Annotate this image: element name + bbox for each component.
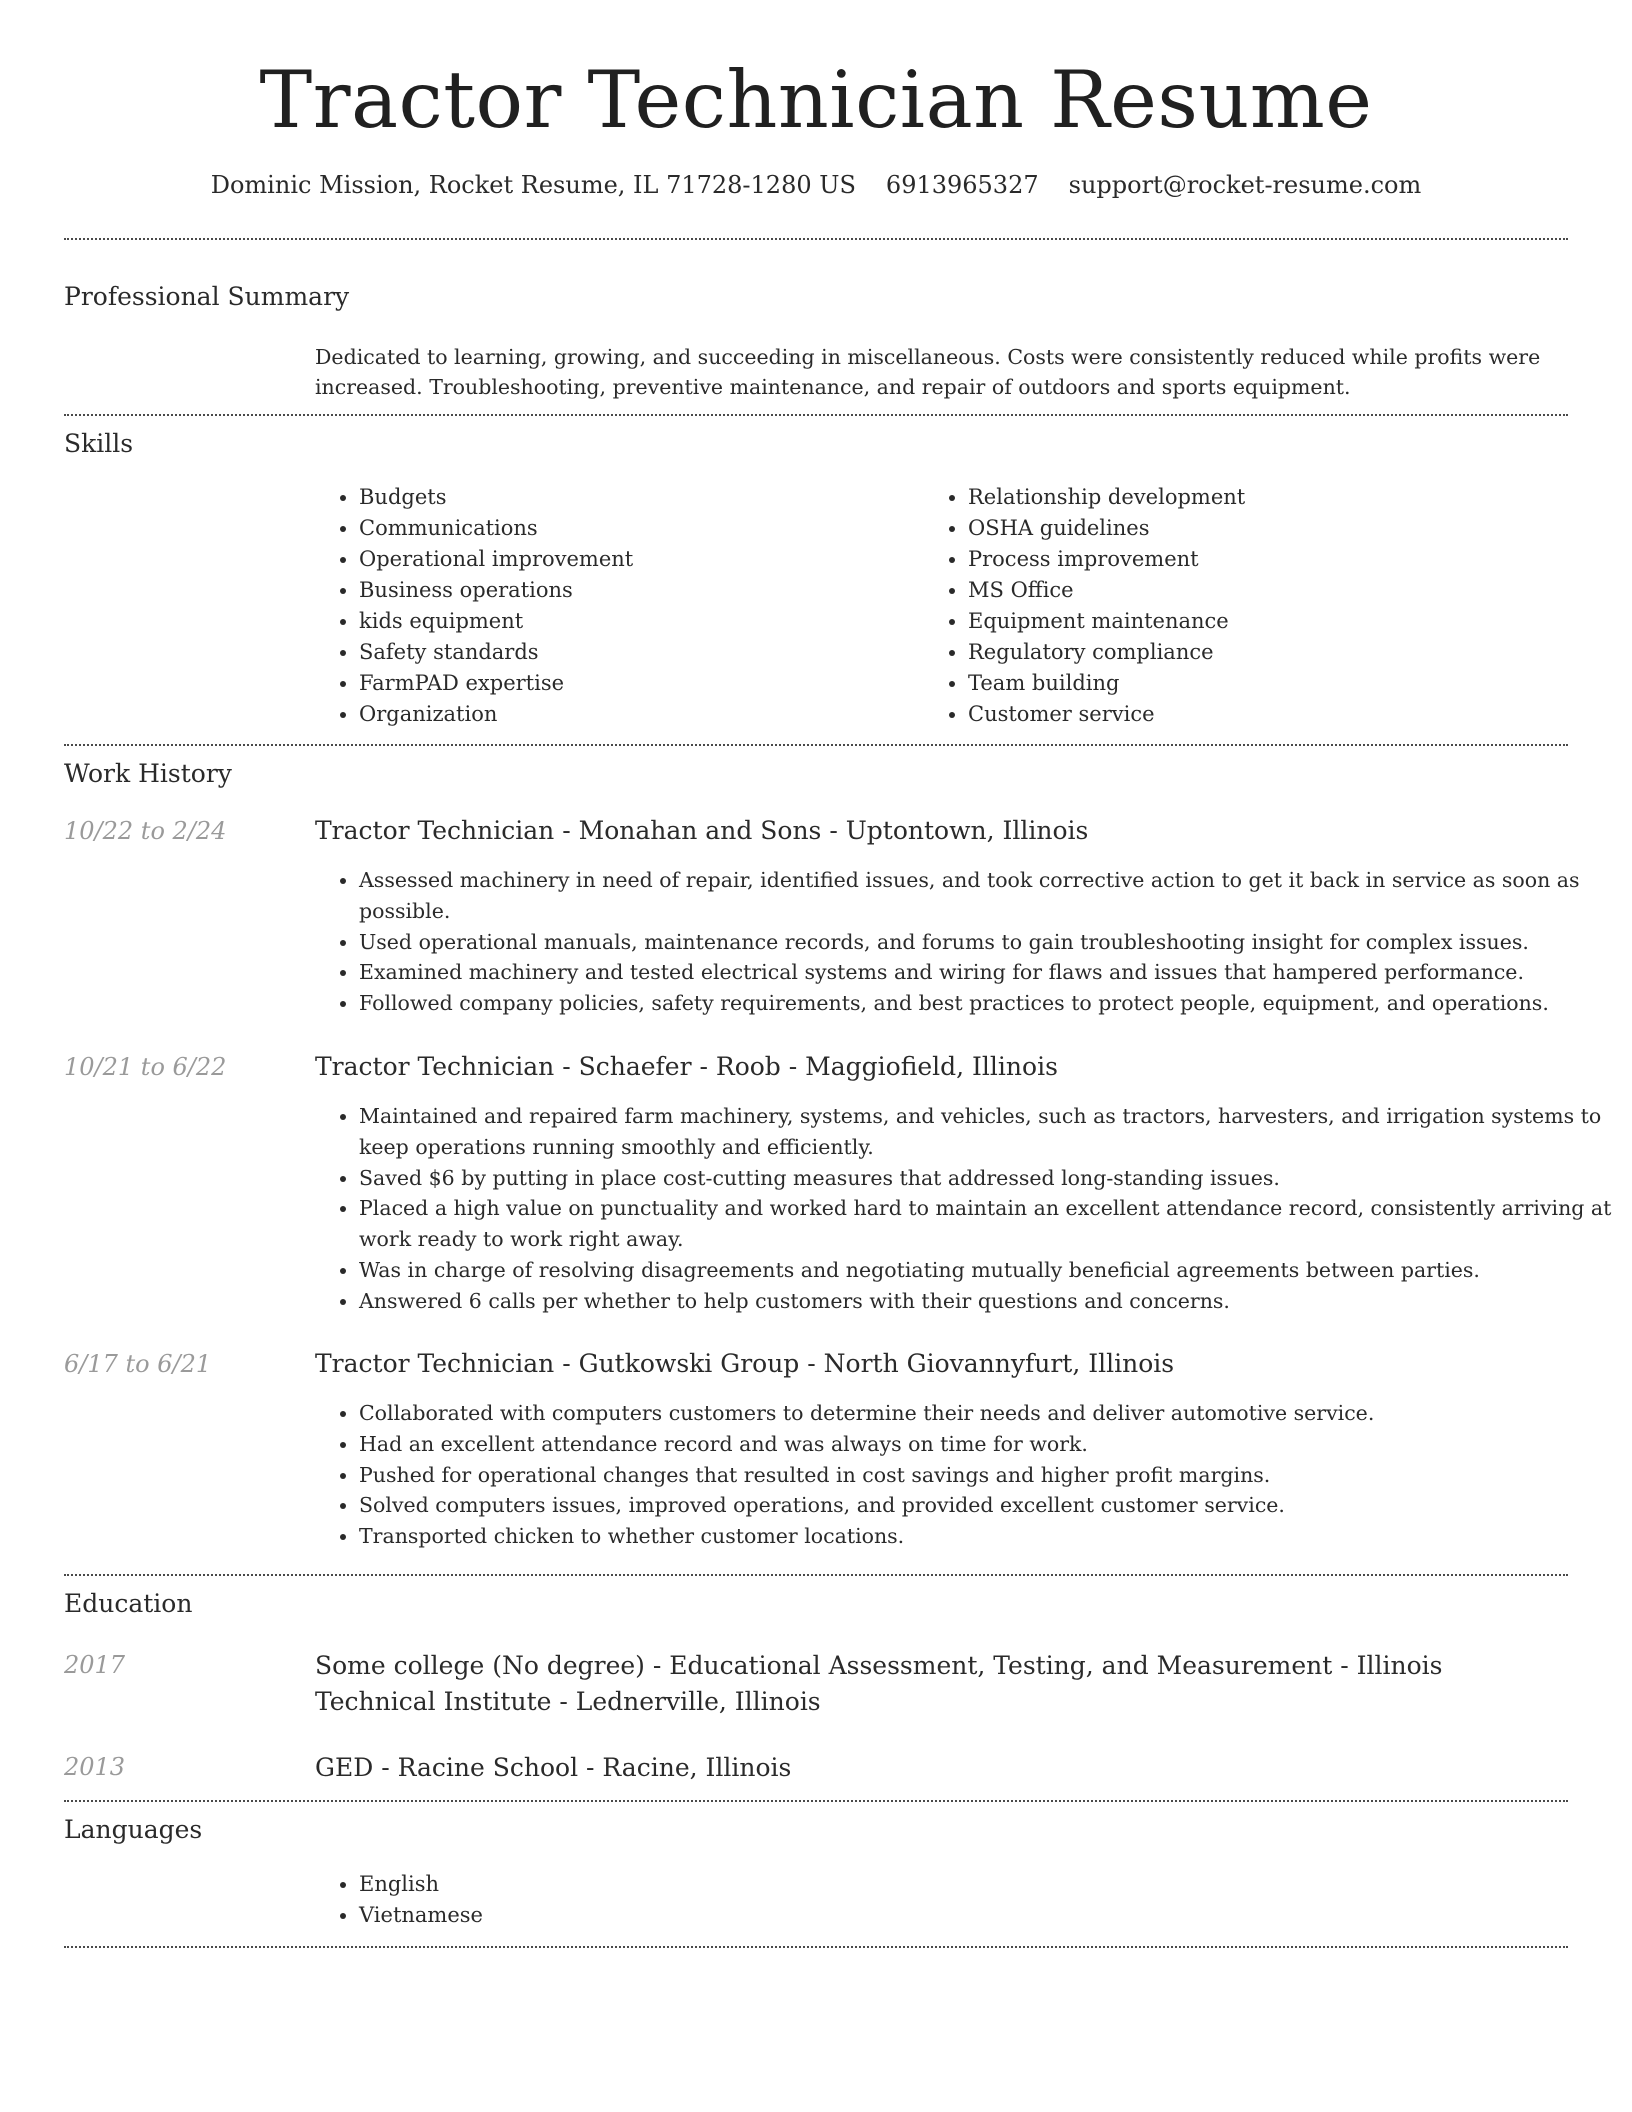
skills-list-left	[315, 482, 919, 730]
skill-item: • FarmPAD expertise	[359, 668, 919, 699]
resume-title: Tractor Technician Resume	[259, 54, 1373, 146]
responsibility-item: • Assessed machinery in need of repair, identified issues, and took corrective action to get it back in service as soon as possible.	[359, 865, 1612, 927]
contact-email: support@rocket-resume.com	[1068, 171, 1422, 199]
skills-list-right	[924, 482, 1568, 730]
contact-line	[0, 170, 1632, 200]
responsibility-item: • Placed a high value on punctuality and worked hard to maintain an excellent attendance record, consistently arriving at work ready to work right away.	[359, 1193, 1612, 1255]
job-responsibilities	[315, 1398, 1612, 1552]
responsibility-item: • Saved $6 by putting in place cost-cutting measures that addressed long-standing issues.	[359, 1163, 1612, 1194]
skill-item: • Communications	[359, 513, 919, 544]
work-heading: Work History	[64, 759, 232, 788]
contact-address: Dominic Mission, Rocket Resume, IL 71728-1280 US	[210, 171, 856, 199]
responsibility-item: • Examined machinery and tested electrical systems and wiring for flaws and issues that hampered performance.	[359, 957, 1612, 988]
skill-item: • Process improvement	[968, 544, 1568, 575]
skill-item: • Relationship development	[968, 482, 1568, 513]
skill-item: • OSHA guidelines	[968, 513, 1568, 544]
responsibility-item: • Answered 6 calls per whether to help customers with their questions and concerns.	[359, 1286, 1612, 1317]
skill-item: • Regulatory compliance	[968, 637, 1568, 668]
responsibility-item: • Used operational manuals, maintenance records, and forums to gain troubleshooting insight for complex issues.	[359, 927, 1612, 958]
education-entry: Some college (No degree) - Educational Assessment, Testing, and Measurement - Illinois Technical Institute - Lednerville, Illinois	[315, 1651, 1443, 1716]
language-item: • Vietnamese	[359, 1900, 959, 1931]
section-divider	[64, 1946, 1568, 1948]
summary-text: Dedicated to learning, growing, and succeeding in miscellaneous. Costs were consistently reduced while profits were increased. Troubleshooting, preventive maintenance, and repair of outdoors and sports equipment.	[315, 345, 1541, 399]
job-title-line: Tractor Technician - Gutkowski Group - North Giovannyfurt, Illinois	[315, 1349, 1175, 1378]
skill-item: • Safety standards	[359, 637, 919, 668]
responsibility-item: • Pushed for operational changes that resulted in cost savings and higher profit margins.	[359, 1460, 1612, 1491]
section-divider	[64, 744, 1568, 746]
education-year: 2013	[64, 1753, 126, 1781]
education-heading: Education	[64, 1589, 193, 1618]
languages-list	[315, 1869, 959, 1931]
section-divider	[64, 1574, 1568, 1576]
job-dates: 10/21 to 6/22	[64, 1053, 227, 1081]
responsibility-item: • Was in charge of resolving disagreements and negotiating mutually beneficial agreements between parties.	[359, 1255, 1612, 1286]
skill-item: • Business operations	[359, 575, 919, 606]
job-responsibilities	[315, 1101, 1612, 1317]
skill-item: • kids equipment	[359, 606, 919, 637]
languages-heading: Languages	[64, 1815, 203, 1844]
skill-item: • Operational improvement	[359, 544, 919, 575]
skills-heading: Skills	[64, 429, 134, 458]
skill-item: • Customer service	[968, 699, 1568, 730]
responsibility-item: • Collaborated with computers customers to determine their needs and deliver automotive service.	[359, 1398, 1612, 1429]
responsibility-item: • Solved computers issues, improved operations, and provided excellent customer service.	[359, 1490, 1612, 1521]
skill-item: • Budgets	[359, 482, 919, 513]
job-title-line: Tractor Technician - Monahan and Sons - Uptontown, Illinois	[315, 816, 1089, 845]
job-dates: 6/17 to 6/21	[64, 1350, 212, 1378]
job-responsibilities	[315, 865, 1612, 1019]
education-entry: GED - Racine School - Racine, Illinois	[315, 1753, 792, 1782]
responsibility-item: • Had an excellent attendance record and was always on time for work.	[359, 1429, 1612, 1460]
skill-item: • Organization	[359, 699, 919, 730]
skill-item: • MS Office	[968, 575, 1568, 606]
responsibility-item: • Followed company policies, safety requirements, and best practices to protect people, equipment, and operations.	[359, 988, 1612, 1019]
skill-item: • Team building	[968, 668, 1568, 699]
language-item: • English	[359, 1869, 959, 1900]
section-divider	[64, 414, 1568, 416]
section-divider	[64, 238, 1568, 240]
contact-phone: 6913965327	[885, 171, 1039, 199]
education-year: 2017	[64, 1651, 126, 1679]
summary-heading: Professional Summary	[64, 282, 350, 311]
responsibility-item: • Transported chicken to whether customer locations.	[359, 1521, 1612, 1552]
skill-item: • Equipment maintenance	[968, 606, 1568, 637]
job-dates: 10/22 to 2/24	[64, 817, 227, 845]
section-divider	[64, 1800, 1568, 1802]
responsibility-item: • Maintained and repaired farm machinery, systems, and vehicles, such as tractors, harvesters, and irrigation systems to keep operations running smoothly and efficiently.	[359, 1101, 1612, 1163]
job-title-line: Tractor Technician - Schaefer - Roob - Maggiofield, Illinois	[315, 1052, 1058, 1081]
